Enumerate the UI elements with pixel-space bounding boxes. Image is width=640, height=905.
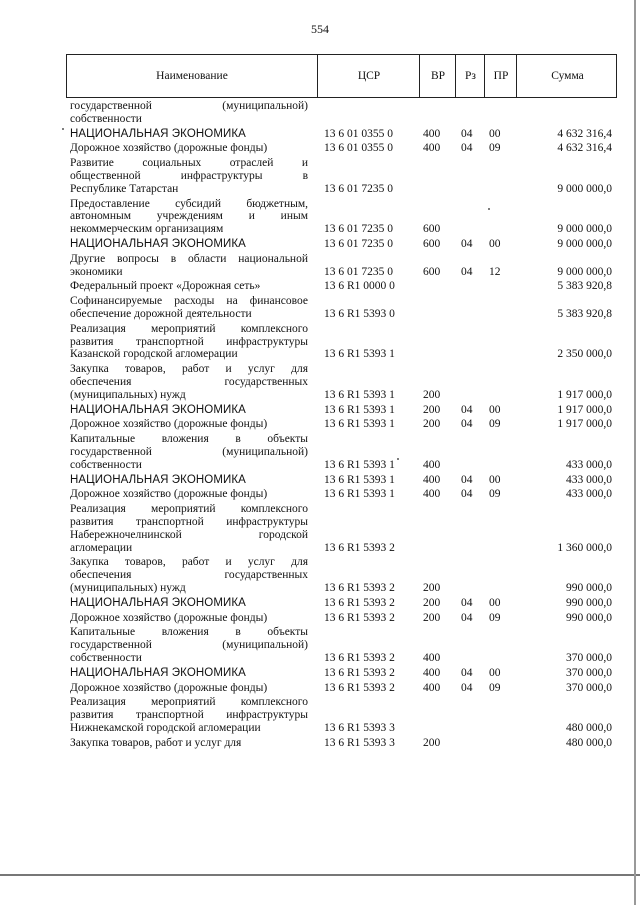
row-name-line: государственной (муниципальной) [70, 100, 308, 112]
table-row [66, 556, 617, 594]
row-name-line: Реализация мероприятий комплексного [70, 503, 308, 516]
table-row [66, 157, 617, 195]
row-sum: 433 000,0 [566, 473, 612, 486]
row-sum: 370 000,0 [566, 666, 612, 679]
row-rz: 04 [461, 666, 473, 679]
table-row [66, 682, 617, 695]
row-csr: 13 6 01 7235 0 [324, 182, 393, 195]
row-name-line: некоммерческим организациям [70, 223, 224, 236]
row-name-line: экономики [70, 265, 123, 278]
row-sum: 5 383 920,8 [557, 280, 612, 293]
row-csr: 13 6 R1 5393 2 [324, 541, 395, 554]
row-csr: 13 6 R1 5393 1 [324, 388, 395, 401]
table-row [66, 737, 617, 750]
row-vr: 400 [423, 681, 441, 694]
row-vr: 400 [423, 473, 441, 486]
row-name-line: Предоставление субсидий бюджетным, [70, 197, 308, 210]
row-vr: 200 [423, 596, 441, 609]
row-name-line: обеспечение дорожной деятельности [70, 307, 252, 320]
row-csr: 13 6 R1 5393 1 [324, 418, 395, 431]
row-name-line: (муниципальных) нужд [70, 388, 186, 401]
row-name-line: Развитие социальных отраслей и [70, 157, 308, 170]
row-name-line: Капитальные вложения в объекты [70, 626, 308, 639]
row-name-line: Республике Татарстан [70, 182, 179, 195]
row-csr: 13 6 R1 5393 2 [324, 581, 395, 594]
row-name-line: Реализация мероприятий комплексного [70, 322, 308, 335]
budget-table [66, 54, 617, 749]
row-vr: 400 [423, 488, 441, 501]
row-sum: 4 632 316,4 [557, 127, 612, 140]
table-header [66, 54, 617, 98]
row-csr: 13 6 01 7235 0 [324, 238, 393, 250]
row-name-line: автономным учреждениям и иным [70, 210, 308, 223]
scan-speck [397, 458, 399, 460]
table-row [66, 474, 617, 487]
row-csr: 13 6 R1 5393 2 [324, 666, 395, 679]
row-csr: 13 6 R1 5393 3 [324, 721, 395, 734]
row-name-line: Дорожное хозяйство (дорожные фонды) [70, 142, 268, 155]
row-vr: 200 [423, 388, 441, 401]
row-rz: 04 [461, 596, 473, 609]
table-row [66, 295, 617, 321]
table-row [66, 198, 617, 236]
page-bottom-edge [0, 874, 640, 876]
row-csr: 13 6 R1 5393 1 [324, 473, 395, 486]
row-sum: 5 383 920,8 [557, 307, 612, 320]
table-row [66, 626, 617, 664]
row-name-line: Капитальные вложения в объекты [70, 433, 308, 446]
row-pr: 09 [489, 142, 501, 155]
row-name-line: Закупка товаров, работ и услуг для [70, 736, 242, 749]
row-sum: 433 000,0 [566, 458, 612, 471]
row-name-line: НАЦИОНАЛЬНАЯ ЭКОНОМИКА [70, 403, 246, 416]
row-vr: 400 [423, 666, 441, 679]
row-sum: 990 000,0 [566, 581, 612, 594]
row-vr: 200 [423, 611, 441, 624]
row-vr: 400 [423, 651, 441, 664]
row-name-line: обеспечения государственных [70, 569, 308, 582]
row-name-line: Казанской городской агломерации [70, 348, 238, 361]
row-vr: 600 [423, 223, 441, 236]
header-csr: ЦСР [317, 55, 420, 97]
row-name-line: НАЦИОНАЛЬНАЯ ЭКОНОМИКА [70, 596, 246, 609]
row-name-line: обеспечения государственных [70, 375, 308, 388]
row-csr: 13 6 R1 5393 2 [324, 596, 395, 609]
table-row [66, 597, 617, 610]
row-name-line: государственной (муниципальной) [70, 639, 308, 652]
row-vr: 200 [423, 403, 441, 416]
row-vr: 600 [423, 265, 441, 278]
header-pr: ПР [484, 55, 517, 97]
table-row [66, 404, 617, 417]
row-csr: 13 6 01 0355 0 [324, 127, 393, 140]
row-pr: 09 [489, 488, 501, 501]
row-sum: 990 000,0 [566, 596, 612, 609]
row-rz: 04 [461, 611, 473, 624]
row-vr: 400 [423, 142, 441, 155]
row-rz: 04 [461, 127, 473, 140]
row-name-line: НАЦИОНАЛЬНАЯ ЭКОНОМИКА [70, 666, 246, 679]
row-csr: 13 6 R1 5393 1 [324, 403, 395, 416]
row-vr: 200 [423, 581, 441, 594]
row-rz: 04 [461, 238, 473, 250]
scan-speck [62, 128, 64, 130]
row-sum: 990 000,0 [566, 611, 612, 624]
row-name-line: Софинансируемые расходы на финансовое [70, 295, 308, 308]
row-sum: 1 917 000,0 [557, 403, 612, 416]
row-sum: 433 000,0 [566, 488, 612, 501]
row-csr: 13 6 R1 0000 0 [324, 280, 395, 293]
page-right-edge [634, 0, 636, 905]
row-name-line: Дорожное хозяйство (дорожные фонды) [70, 418, 268, 431]
row-sum: 1 917 000,0 [557, 388, 612, 401]
row-vr: 400 [423, 458, 441, 471]
table-row [66, 503, 617, 554]
row-sum: 4 632 316,4 [557, 142, 612, 155]
row-sum: 480 000,0 [566, 736, 612, 749]
row-name-line: НАЦИОНАЛЬНАЯ ЭКОНОМИКА [70, 238, 246, 250]
row-name-line: развития транспортной инфраструктуры [70, 515, 308, 528]
table-row [66, 142, 617, 155]
row-rz: 04 [461, 488, 473, 501]
row-rz: 04 [461, 265, 473, 278]
row-pr: 09 [489, 681, 501, 694]
row-name-line: агломерации [70, 541, 133, 554]
table-row [66, 280, 617, 293]
row-sum: 1 917 000,0 [557, 418, 612, 431]
table-row [66, 128, 617, 141]
row-name-line: государственной (муниципальной) [70, 445, 308, 458]
header-vr: ВР [419, 55, 456, 97]
row-sum: 9 000 000,0 [557, 265, 612, 278]
row-csr: 13 6 R1 5393 1 [324, 458, 395, 471]
row-name-line: Нижнекамской городской агломерации [70, 721, 261, 734]
row-csr: 13 6 R1 5393 0 [324, 307, 395, 320]
row-csr: 13 6 R1 5393 2 [324, 611, 395, 624]
row-pr: 09 [489, 611, 501, 624]
row-pr: 00 [489, 596, 501, 609]
row-name-line: Набережночелнинской городской [70, 528, 308, 541]
row-csr: 13 6 01 0355 0 [324, 142, 393, 155]
table-row [66, 363, 617, 401]
row-name-line: Федеральный проект «Дорожная сеть» [70, 280, 261, 293]
row-pr: 00 [489, 403, 501, 416]
row-name-line: НАЦИОНАЛЬНАЯ ЭКОНОМИКА [70, 473, 246, 486]
row-rz: 04 [461, 142, 473, 155]
row-sum: 1 360 000,0 [557, 541, 612, 554]
row-name-line: Дорожное хозяйство (дорожные фонды) [70, 611, 268, 624]
row-sum: 2 350 000,0 [557, 348, 612, 361]
row-sum: 370 000,0 [566, 651, 612, 664]
row-sum: 9 000 000,0 [557, 223, 612, 236]
row-csr: 13 6 01 7235 0 [324, 223, 393, 236]
row-name-line: общественной инфраструктуры в [70, 169, 308, 182]
row-csr: 13 6 01 7235 0 [324, 265, 393, 278]
row-sum: 9 000 000,0 [557, 182, 612, 195]
scan-speck [488, 208, 490, 210]
row-vr: 600 [423, 238, 441, 250]
row-name-line: собственности [70, 112, 142, 125]
row-pr: 00 [489, 238, 501, 250]
row-vr: 200 [423, 418, 441, 431]
row-csr: 13 6 R1 5393 1 [324, 348, 395, 361]
row-name-line: развития транспортной инфраструктуры [70, 709, 308, 722]
row-pr: 00 [489, 666, 501, 679]
row-name-line: собственности [70, 651, 142, 664]
row-name-line: собственности [70, 458, 142, 471]
row-csr: 13 6 R1 5393 2 [324, 651, 395, 664]
table-row [66, 323, 617, 361]
page-number: 554 [311, 22, 329, 36]
table-row [66, 253, 617, 279]
row-pr: 12 [489, 265, 501, 278]
row-name-line: Дорожное хозяйство (дорожные фонды) [70, 488, 268, 501]
row-pr: 00 [489, 473, 501, 486]
row-sum: 9 000 000,0 [557, 238, 612, 250]
table-row [66, 433, 617, 471]
row-name-line: Закупка товаров, работ и услуг для [70, 556, 308, 569]
row-sum: 480 000,0 [566, 721, 612, 734]
row-name-line: Реализация мероприятий комплексного [70, 696, 308, 709]
row-name-line: Дорожное хозяйство (дорожные фонды) [70, 681, 268, 694]
row-name-line: (муниципальных) нужд [70, 581, 186, 594]
row-name-line: НАЦИОНАЛЬНАЯ ЭКОНОМИКА [70, 127, 246, 140]
row-csr: 13 6 R1 5393 3 [324, 736, 395, 749]
row-rz: 04 [461, 403, 473, 416]
table-row [66, 667, 617, 680]
row-csr: 13 6 R1 5393 2 [324, 681, 395, 694]
table-row [66, 696, 617, 734]
row-name-line: развития транспортной инфраструктуры [70, 335, 308, 348]
header-name: Наименование [156, 70, 228, 82]
table-row [66, 488, 617, 501]
row-pr: 09 [489, 418, 501, 431]
row-pr: 00 [489, 127, 501, 140]
row-vr: 200 [423, 736, 441, 749]
row-name-line: Закупка товаров, работ и услуг для [70, 363, 308, 376]
row-rz: 04 [461, 681, 473, 694]
row-rz: 04 [461, 418, 473, 431]
row-rz: 04 [461, 473, 473, 486]
table-row [66, 418, 617, 431]
row-csr: 13 6 R1 5393 1 [324, 488, 395, 501]
row-sum: 370 000,0 [566, 681, 612, 694]
row-name-line: Другие вопросы в области национальной [70, 252, 308, 265]
header-rz: Рз [455, 55, 485, 97]
table-row [66, 100, 617, 126]
table-row [66, 612, 617, 625]
row-vr: 400 [423, 127, 441, 140]
header-sum: Сумма [516, 55, 618, 97]
table-row [66, 238, 617, 251]
